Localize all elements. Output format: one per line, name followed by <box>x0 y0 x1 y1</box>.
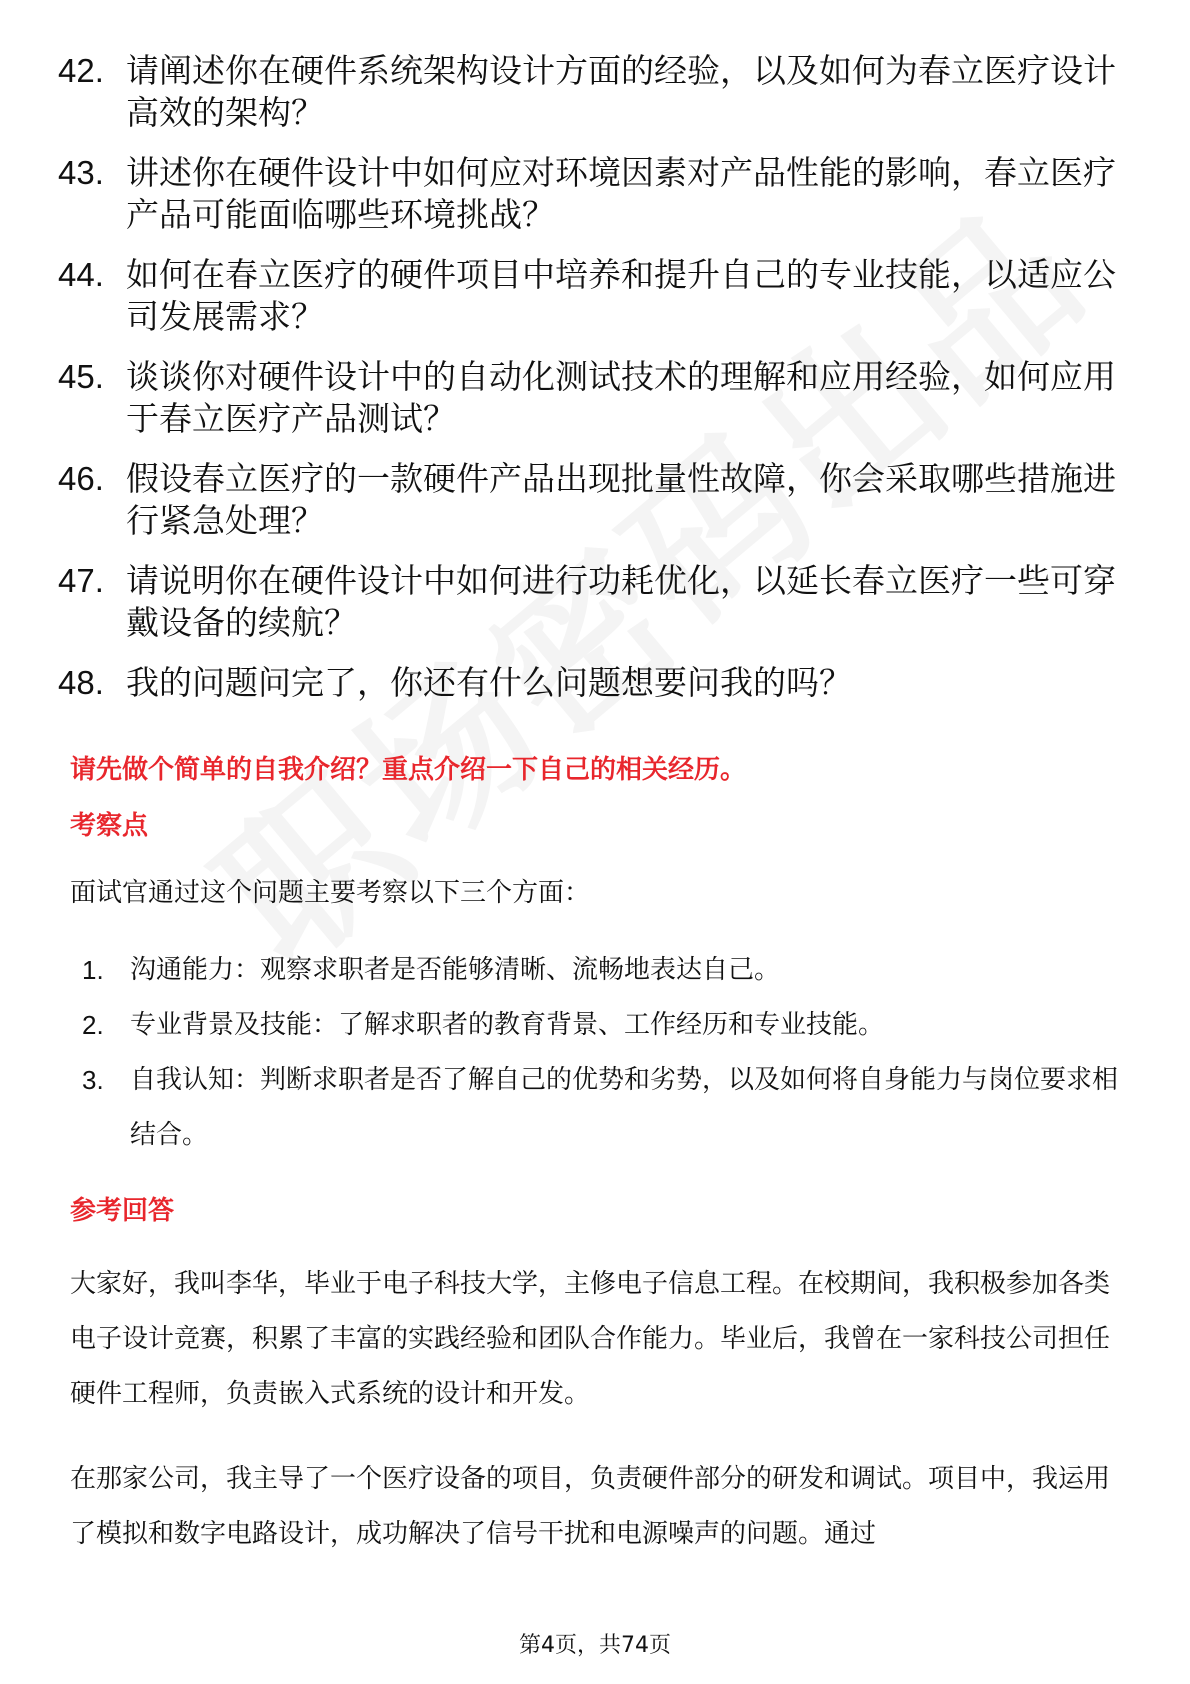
question-item <box>58 356 1148 440</box>
exam-point-number: 3. <box>82 1065 104 1095</box>
question-text: 如何在春立医疗的硬件项目中培养和提升自己的专业技能，以适应公司发展需求？ <box>126 255 1116 336</box>
exam-intro-text: 面试官通过这个问题主要考察以下三个方面： <box>70 878 591 908</box>
answer-section <box>70 752 1125 1562</box>
question-text: 我的问题问完了，你还有什么问题想要问我的吗？ <box>126 663 852 702</box>
question-text: 假设春立医疗的一款硬件产品出现批量性故障，你会采取哪些措施进行紧急处理？ <box>126 459 1116 540</box>
question-number: 48. <box>58 664 104 701</box>
reference-answer-title: 参考回答 <box>70 1196 175 1226</box>
question-text: 谈谈你对硬件设计中的自动化测试技术的理解和应用经验，如何应用于春立医疗产品测试？ <box>126 357 1116 438</box>
question-text: 请阐述你在硬件系统架构设计方面的经验，以及如何为春立医疗设计高效的架构？ <box>126 51 1116 132</box>
question-number: 42. <box>58 52 104 89</box>
question-item <box>58 458 1148 542</box>
question-text: 讲述你在硬件设计中如何应对环境因素对产品性能的影响，春立医疗产品可能面临哪些环境挑战？ <box>126 153 1116 234</box>
question-item <box>58 152 1148 236</box>
question-number: 43. <box>58 154 104 191</box>
exam-point-text: 专业背景及技能：了解求职者的教育背景、工作经历和专业技能。 <box>130 1010 885 1040</box>
answer-paragraph: 大家好，我叫李华，毕业于电子科技大学，主修电子信息工程。在校期间，我积极参加各类电子设计竞赛，积累了丰富的实践经验和团队合作能力。毕业后，我曾在一家科技公司担任硬件工程师，负责嵌入式系统的设计和开发。 <box>70 1269 1111 1409</box>
exam-point-number: 1. <box>82 955 104 985</box>
page-footer: 第4页，共74页 <box>519 1633 671 1658</box>
exam-points-title: 考察点 <box>70 811 149 841</box>
question-item <box>58 254 1148 338</box>
question-list <box>58 50 1148 722</box>
question-item <box>58 560 1148 644</box>
question-number: 46. <box>58 460 104 497</box>
exam-point-item <box>70 1053 1125 1163</box>
question-item <box>58 50 1148 134</box>
question-number: 47. <box>58 562 104 599</box>
answer-paragraph: 在那家公司，我主导了一个医疗设备的项目，负责硬件部分的研发和调试。项目中，我运用了模拟和数字电路设计，成功解决了信号干扰和电源噪声的问题。通过 <box>70 1464 1111 1549</box>
question-number: 45. <box>58 358 104 395</box>
exam-points-list <box>70 943 1125 1163</box>
exam-point-text: 沟通能力：观察求职者是否能够清晰、流畅地表达自己。 <box>130 955 781 985</box>
question-number: 44. <box>58 256 104 293</box>
question-item <box>58 662 1148 704</box>
question-text: 请说明你在硬件设计中如何进行功耗优化，以延长春立医疗一些可穿戴设备的续航？ <box>126 561 1116 642</box>
exam-point-item <box>70 998 1125 1053</box>
interview-question-heading: 请先做个简单的自我介绍？重点介绍一下自己的相关经历。 <box>70 755 747 785</box>
exam-point-text: 自我认知：判断求职者是否了解自己的优势和劣势，以及如何将自身能力与岗位要求相结合。 <box>130 1065 1119 1150</box>
exam-point-number: 2. <box>82 1010 104 1040</box>
exam-point-item <box>70 943 1125 998</box>
